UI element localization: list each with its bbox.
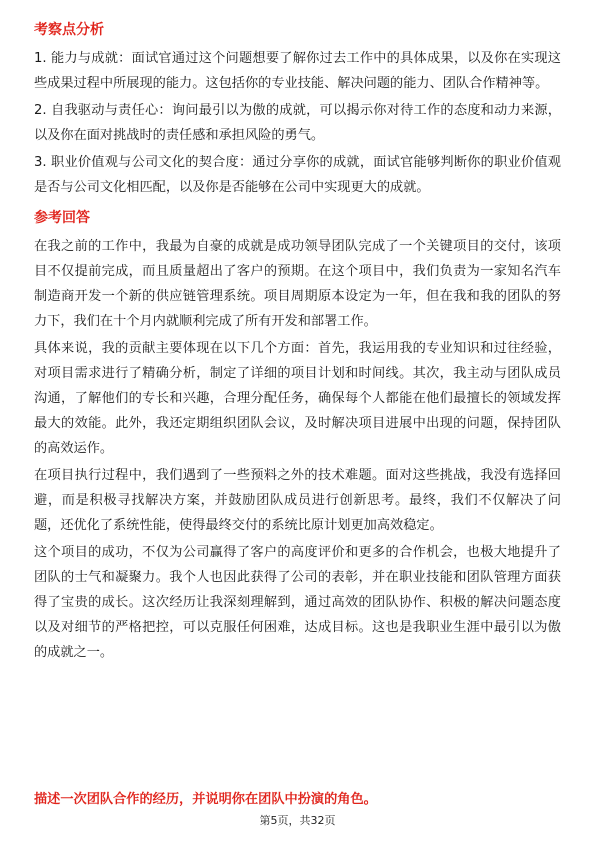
next-question-heading: 描述一次团队合作的经历，并说明你在团队中扮演的角色。 — [34, 792, 377, 807]
answer-paragraph: 在我之前的工作中，我最为自豪的成就是成功领导团队完成了一个关键项目的交付，该项目不仅提前完成，而且质量超出了客户的预期。在这个项目中，我们负责为一家知名汽车制造商开发一个新的供应链管理系统。项目周期原本设定为一年，但在我和我的团队的努力下，我们在十个月内就顺利完成了所有开发和部署工作。 — [34, 239, 561, 329]
analysis-heading: 考察点分析 — [34, 22, 104, 38]
page-number: 第5页，共32页 — [259, 814, 336, 827]
analysis-point: 3. 职业价值观与公司文化的契合度：通过分享你的成就，面试官能够判断你的职业价值观是否与公司文化相匹配，以及你是否能够在公司中实现更大的成就。 — [34, 155, 561, 195]
analysis-point: 2. 自我驱动与责任心：询问最引以为傲的成就，可以揭示你对待工作的态度和动力来源，以及你在面对挑战时的责任感和承担风险的勇气。 — [34, 103, 561, 143]
answer-paragraph: 这个项目的成功，不仅为公司赢得了客户的高度评价和更多的合作机会，也极大地提升了团队的士气和凝聚力。我个人也因此获得了公司的表彰，并在职业技能和团队管理方面获得了宝贵的成长。这次经历让我深刻理解到，通过高效的团队协作、积极的解决问题态度以及对细节的严格把控，可以克服任何困难，达成目标。这也是我职业生涯中最引以为傲的成就之一。 — [34, 545, 561, 660]
analysis-point: 1. 能力与成就：面试官通过这个问题想要了解你过去工作中的具体成果，以及你在实现这些成果过程中所展现的能力。这包括你的专业技能、解决问题的能力、团队合作精神等。 — [34, 51, 561, 91]
reference-answer-heading: 参考回答 — [34, 210, 90, 226]
answer-paragraph: 在项目执行过程中，我们遇到了一些预料之外的技术难题。面对这些挑战，我没有选择回避，而是积极寻找解决方案，并鼓励团队成员进行创新思考。最终，我们不仅解决了问题，还优化了系统性能，使得最终交付的系统比原计划更加高效稳定。 — [34, 468, 561, 533]
answer-paragraph: 具体来说，我的贡献主要体现在以下几个方面：首先，我运用我的专业知识和过往经验，对项目需求进行了精确分析，制定了详细的项目计划和时间线。其次，我主动与团队成员沟通，了解他们的专长和兴趣，合理分配任务，确保每个人都能在他们最擅长的领域发挥最大的效能。此外，我还定期组织团队会议，及时解决项目进展中出现的问题，保持团队的高效运作。 — [34, 341, 561, 456]
